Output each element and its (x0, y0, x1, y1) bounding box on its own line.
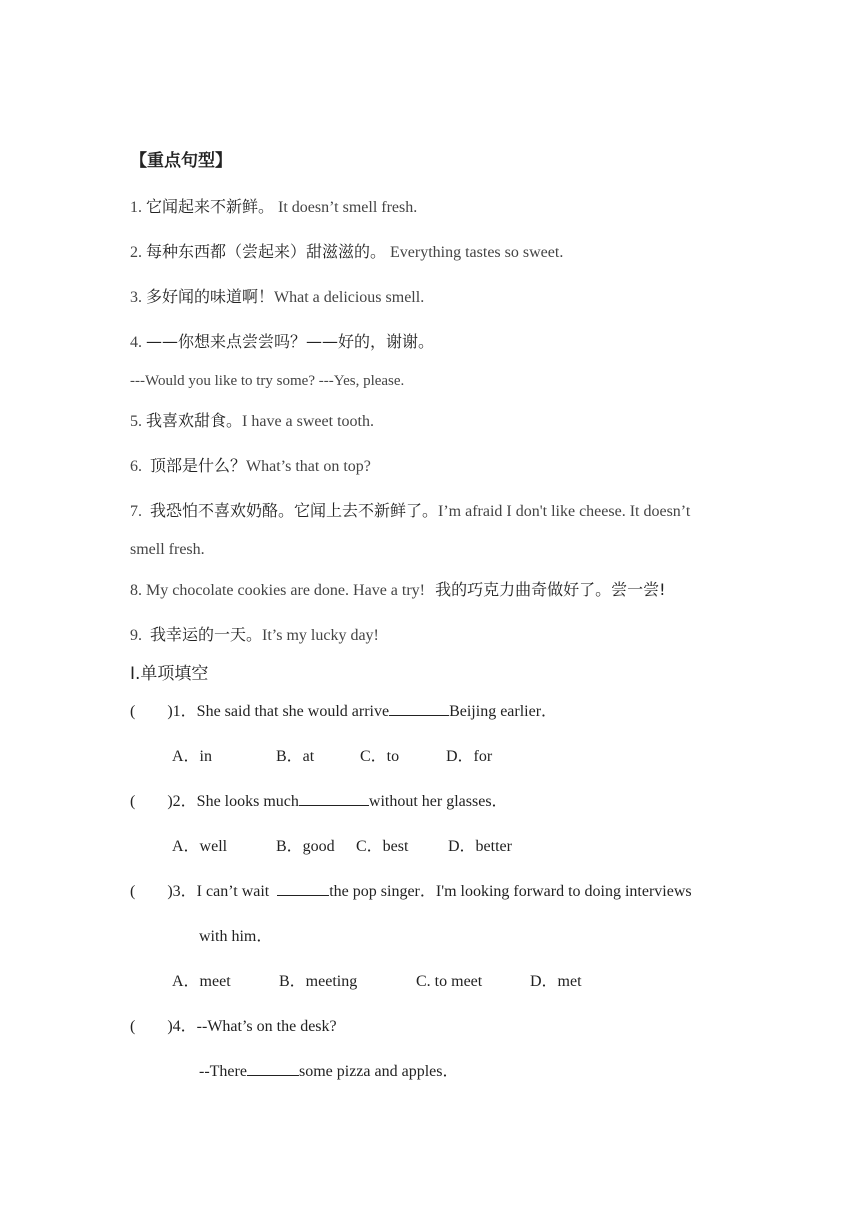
fill-blank[interactable] (247, 1061, 299, 1076)
sentence-5 (130, 410, 374, 433)
question-4-line-2 (199, 1061, 458, 1083)
sentence-en: What’s that on top? (246, 458, 371, 475)
sentence-num: 8. (130, 582, 146, 599)
answer-paren-open: ( (130, 883, 136, 900)
answer-paren-close: ) (167, 793, 173, 810)
option-d[interactable]: D．met (530, 973, 582, 990)
option-b[interactable]: B．at (276, 748, 315, 765)
option-d[interactable]: D．better (448, 838, 512, 855)
question-1 (130, 701, 557, 723)
fill-blank[interactable] (299, 791, 369, 806)
sentence-1 (130, 196, 417, 219)
sentence-num: 7. (130, 503, 150, 520)
section-heading: 【重点句型】 (130, 151, 232, 171)
option-a[interactable]: A．in (172, 748, 213, 765)
question-text-after: the pop singer．I'm looking forward to doing interviews (329, 883, 692, 900)
question-text-after: some pizza and apples． (298, 1063, 459, 1080)
question-text-after: Beijing earlier． (449, 703, 558, 720)
option-d[interactable]: D．for (446, 748, 493, 765)
sentence-num: 4. (130, 334, 146, 351)
answer-paren-close: ) (167, 883, 173, 900)
question-number: 4． (172, 1018, 197, 1035)
sentence-9 (130, 624, 379, 647)
option-a[interactable]: A．meet (172, 973, 231, 990)
sentence-num: 9. (130, 627, 150, 644)
sentence-en: It doesn’t smell fresh. (274, 199, 418, 216)
sentence-en: What a delicious smell. (274, 289, 425, 306)
answer-paren-open: ( (130, 1018, 136, 1035)
answer-paren-close: ) (167, 703, 173, 720)
question-text: She looks much (196, 793, 299, 810)
sentence-en: I have a sweet tooth. (242, 413, 374, 430)
sentence-4 (130, 331, 434, 354)
question-2 (130, 791, 508, 813)
option-a[interactable]: A．well (172, 838, 228, 855)
sentence-4-english (130, 370, 404, 392)
option-b[interactable]: B．meeting (279, 973, 358, 990)
sentence-num: 2. (130, 244, 146, 261)
exercise-heading: I.单项填空 (130, 664, 209, 684)
sentence-num: 1. (130, 199, 146, 216)
question-text: --There (199, 1063, 247, 1080)
question-3 (130, 881, 692, 903)
question-3-continuation: with him． (199, 928, 273, 945)
sentence-cn: 我恐怕不喜欢奶酪。它闻上去不新鲜了。 (150, 501, 439, 520)
sentence-en: Everything tastes so sweet. (386, 244, 564, 261)
sentence-num: 3. (130, 289, 146, 306)
answer-paren-open: ( (130, 703, 136, 720)
sentence-en: ---Would you like to try some? ---Yes, please. (130, 373, 405, 389)
sentence-cn: 顶部是什么？ (150, 456, 247, 475)
question-text-after: without her glasses． (368, 793, 508, 810)
sentence-8 (130, 579, 666, 602)
option-b[interactable]: B．good (276, 838, 335, 855)
fill-blank[interactable] (277, 881, 329, 896)
sentence-cn: 每种东西都（尝起来）甜滋滋的。 (146, 242, 387, 261)
option-c[interactable]: C．best (356, 838, 409, 855)
sentence-cn: 它闻起来不新鲜。 (146, 197, 275, 216)
sentence-7-continuation (130, 539, 205, 561)
sentence-cn: 我喜欢甜食。 (146, 411, 243, 430)
answer-paren-open: ( (130, 793, 136, 810)
option-c[interactable]: C．to (360, 748, 400, 765)
sentence-en: smell fresh. (130, 541, 205, 558)
sentence-num: 6. (130, 458, 150, 475)
sentence-en: My chocolate cookies are done. Have a try! (146, 582, 425, 599)
sentence-3 (130, 286, 424, 309)
question-4 (130, 1016, 337, 1038)
sentence-en: It’s my lucky day! (262, 627, 379, 644)
option-c[interactable]: C. to meet (416, 973, 483, 990)
question-number: 1． (172, 703, 197, 720)
question-text: She said that she would arrive (196, 703, 390, 720)
sentence-cn: 多好闻的味道啊！ (146, 287, 275, 306)
sentence-cn: ——你想来点尝尝吗？——好的，谢谢。 (146, 332, 435, 351)
sentence-en: I’m afraid I don't like cheese. It doesn’t (438, 503, 691, 520)
answer-paren-close: ) (167, 1018, 173, 1035)
sentence-2 (130, 241, 563, 264)
question-text: --What’s on the desk? (196, 1018, 337, 1035)
sentence-cn: 我幸运的一天。 (150, 625, 263, 644)
sentence-7 (130, 500, 690, 523)
sentence-num: 5. (130, 413, 146, 430)
question-number: 2． (172, 793, 197, 810)
question-text: I can’t wait (196, 883, 278, 900)
fill-blank[interactable] (389, 701, 449, 716)
question-number: 3． (172, 883, 197, 900)
sentence-6 (130, 455, 371, 478)
sentence-cn: 我的巧克力曲奇做好了。尝一尝! (425, 580, 666, 599)
